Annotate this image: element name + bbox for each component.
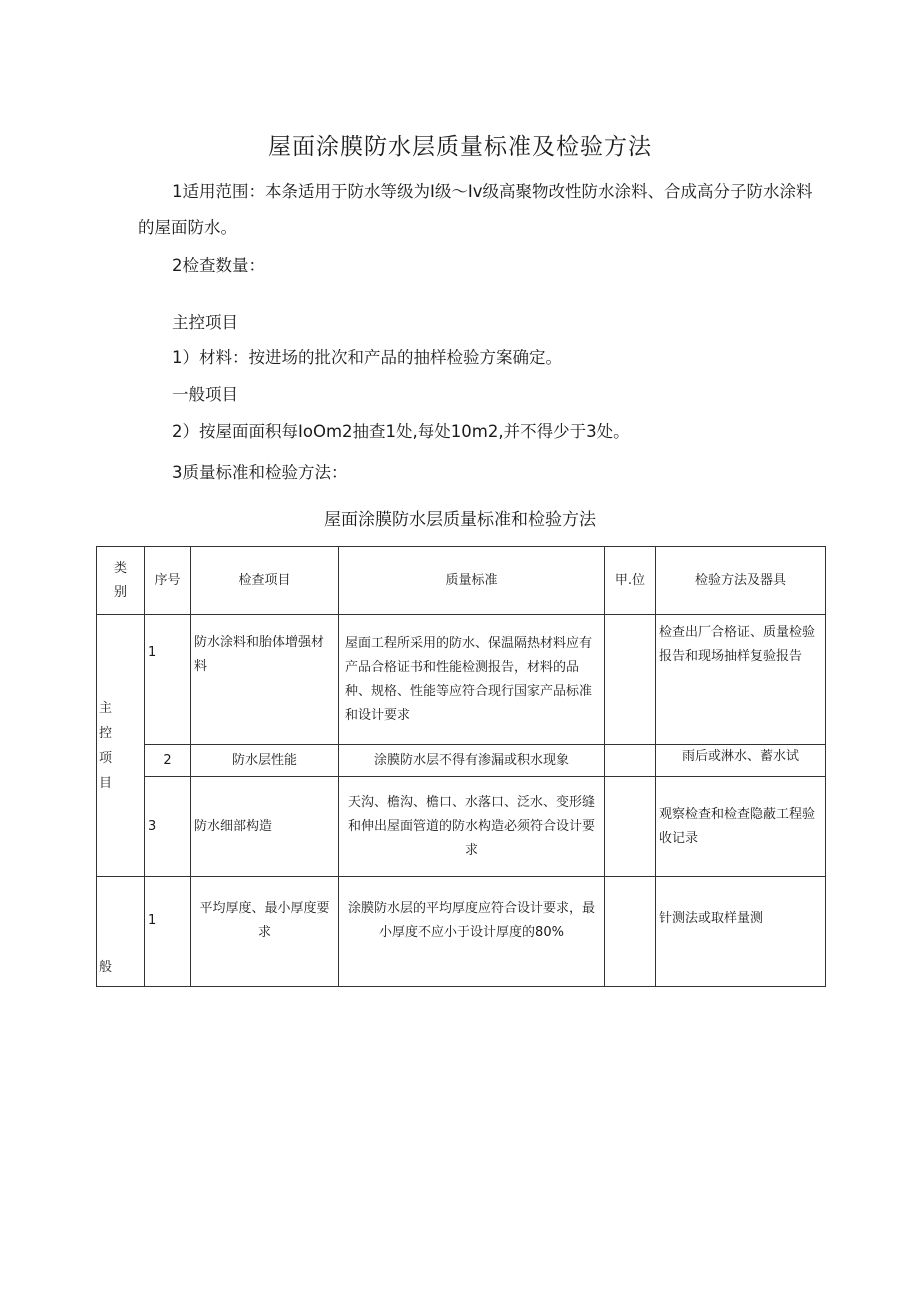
check-quantity-heading: 2检查数量： — [172, 256, 265, 275]
table-row — [97, 615, 826, 745]
category-main-line4: 目 — [99, 775, 113, 791]
row-seq: 3 — [145, 777, 191, 877]
row-seq: 1 — [145, 877, 191, 987]
header-category-line1: 类 — [113, 560, 127, 576]
header-category-line2: 别 — [113, 584, 127, 600]
table-row — [97, 777, 826, 877]
category-main-line3: 项 — [99, 750, 113, 766]
table-row — [97, 877, 826, 987]
quality-table-container — [96, 546, 825, 975]
row-standard: 屋面工程所采用的防水、保温隔热材料应有产品合格证书和性能检测报告，材料的品种、规格、性能等应符合现行国家产品标准和设计要求 — [339, 615, 605, 745]
row-standard: 涂膜防水层的平均厚度应符合设计要求，最小厚度不应小于设计厚度的80% — [339, 877, 605, 987]
row-item: 防水层性能 — [191, 745, 339, 777]
row-unit — [605, 777, 656, 877]
category-general-line1: 般 — [99, 960, 113, 975]
table-header-row — [97, 547, 826, 615]
category-main-control — [97, 615, 145, 877]
category-main-line2: 控 — [99, 725, 113, 741]
main-items-heading: 主控项目 — [172, 313, 238, 332]
table-caption: 屋面涂膜防水层质量标准和检验方法 — [324, 510, 596, 530]
row-method: 雨后或淋水、蓄水试 — [656, 745, 826, 777]
row-standard: 涂膜防水层不得有渗漏或积水现象 — [339, 745, 605, 777]
table-row — [97, 745, 826, 777]
header-item: 检查项目 — [191, 547, 339, 615]
row-item: 防水涂料和胎体增强材料 — [191, 615, 339, 745]
general-items-heading: 一般项目 — [172, 385, 238, 404]
header-category — [97, 547, 145, 615]
header-unit: 甲.位 — [605, 547, 656, 615]
row-item: 防水细部构造 — [191, 777, 339, 877]
row-unit — [605, 877, 656, 987]
header-method: 检验方法及器具 — [656, 547, 826, 615]
category-general — [97, 877, 145, 987]
scope-paragraph: 1适用范围：本条适用于防水等级为I级～Iv级高聚物改性防水涂料、合成高分子防水涂料的屋面防水。 — [138, 182, 813, 237]
general-item-2: 2）按屋面面积每IoOm2抽查1处,每处10m2,并不得少于3处。 — [172, 422, 630, 441]
row-item: 平均厚度、最小厚度要求 — [191, 877, 339, 987]
main-item-1: 1）材料：按进场的批次和产品的抽样检验方案确定。 — [172, 348, 562, 367]
row-seq: 2 — [145, 745, 191, 777]
header-seq: 序号 — [145, 547, 191, 615]
category-main-line1: 主 — [99, 700, 113, 716]
quality-table — [96, 546, 826, 987]
row-method: 观察检查和检查隐蔽工程验收记录 — [656, 777, 826, 877]
header-standard: 质量标准 — [339, 547, 605, 615]
row-standard: 天沟、檐沟、檐口、水落口、泛水、变形缝和伸出屋面管道的防水构造必须符合设计要求 — [339, 777, 605, 877]
document-title: 屋面涂膜防水层质量标准及检验方法 — [268, 134, 652, 160]
quality-heading: 3质量标准和检验方法： — [172, 463, 348, 482]
row-method: 针测法或取样量测 — [656, 877, 826, 987]
row-unit — [605, 745, 656, 777]
row-method: 检查出厂合格证、质量检验报告和现场抽样复验报告 — [656, 615, 826, 745]
row-seq: 1 — [145, 615, 191, 745]
row-unit — [605, 615, 656, 745]
